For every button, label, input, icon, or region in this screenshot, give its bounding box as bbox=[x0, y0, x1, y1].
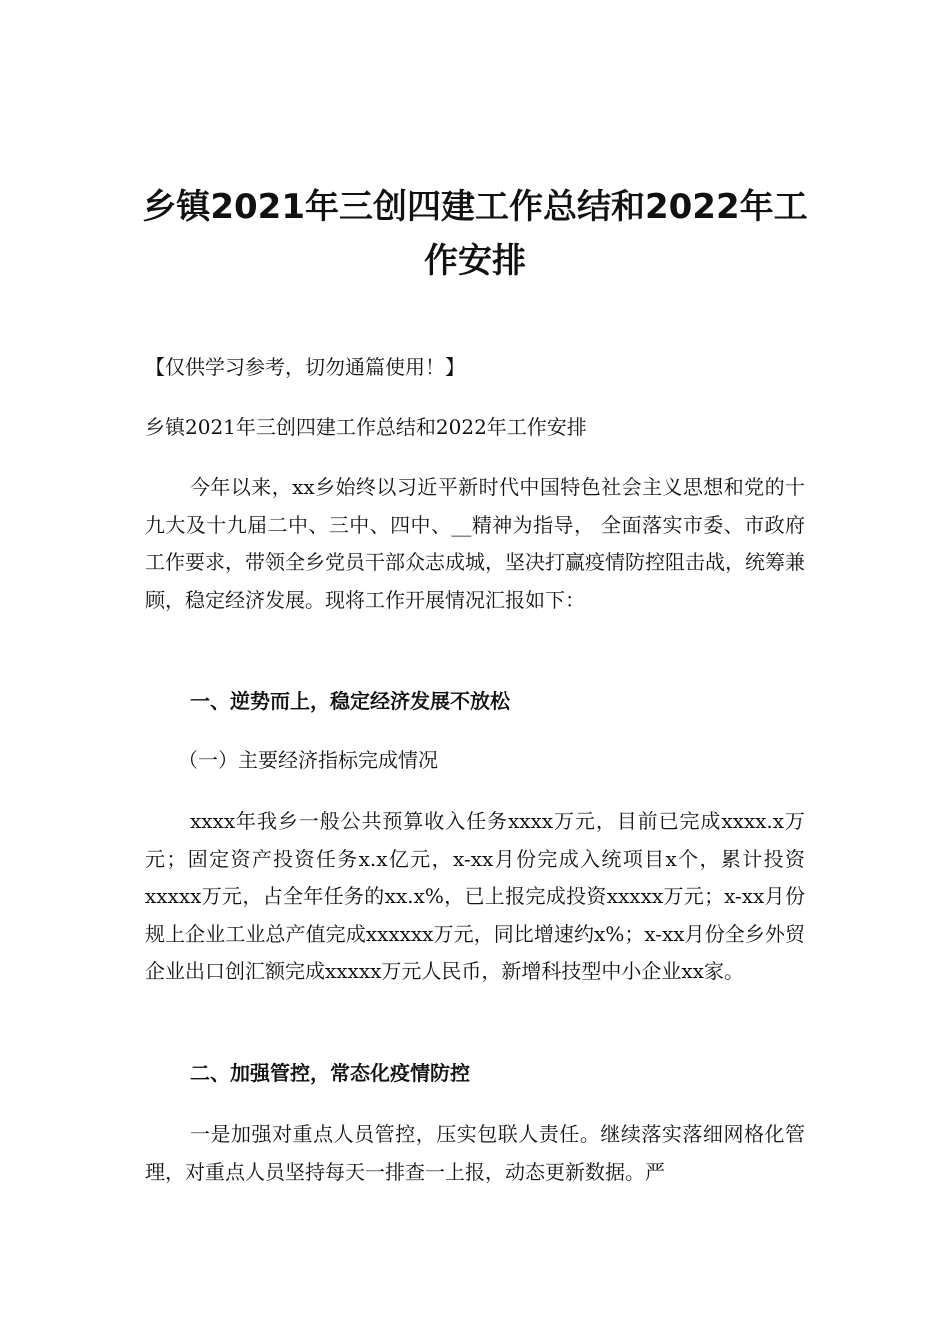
document-title bbox=[120, 180, 830, 288]
section-1-subheading: （一）主要经济指标完成情况 bbox=[178, 748, 438, 772]
document-title-line-2: 作安排 bbox=[424, 241, 526, 281]
section-1-heading: 一、逆势而上，稳定经济发展不放松 bbox=[190, 689, 510, 713]
section-1-body: xxxx年我乡一般公共预算收入任务xxxx万元，目前已完成xxxx.x万元；固定资产投资任务x.x亿元，x-xx月份完成入统项目x个，累计投资xxxxx万元，占全年任务的xx.x%，已上报完成投资xxxxx万元；x-xx月份规上企业工业总产值完成xxxxxx万元，同比增速约x%；x-xx月份全乡外贸企业出口创汇额完成xxxxx万元人民币，新增科技型中小企业xx家。 bbox=[145, 809, 805, 983]
intro-paragraph: 今年以来，xx乡始终以习近平新时代中国特色社会主义思想和党的十九大及十九届二中、三中、四中、__精神为指导， 全面落实市委、市政府工作要求，带领全乡党员干部众志成城，坚决打赢疫情防控阻击战，统筹兼顾，稳定经济发展。现将工作开展情况汇报如下： bbox=[145, 475, 805, 612]
document-title-line-1: 乡镇2021年三创四建工作总结和2022年工 bbox=[142, 187, 808, 227]
section-2-heading: 二、加强管控，常态化疫情防控 bbox=[190, 1061, 470, 1085]
section-2-body: 一是加强对重点人员管控，压实包联人责任。继续落实落细网格化管理，对重点人员坚持每天一排查一上报，动态更新数据。严 bbox=[145, 1122, 805, 1184]
usage-notice: 【仅供学习参考，切勿通篇使用！】 bbox=[145, 355, 465, 379]
document-subtitle: 乡镇2021年三创四建工作总结和2022年工作安排 bbox=[145, 415, 587, 439]
